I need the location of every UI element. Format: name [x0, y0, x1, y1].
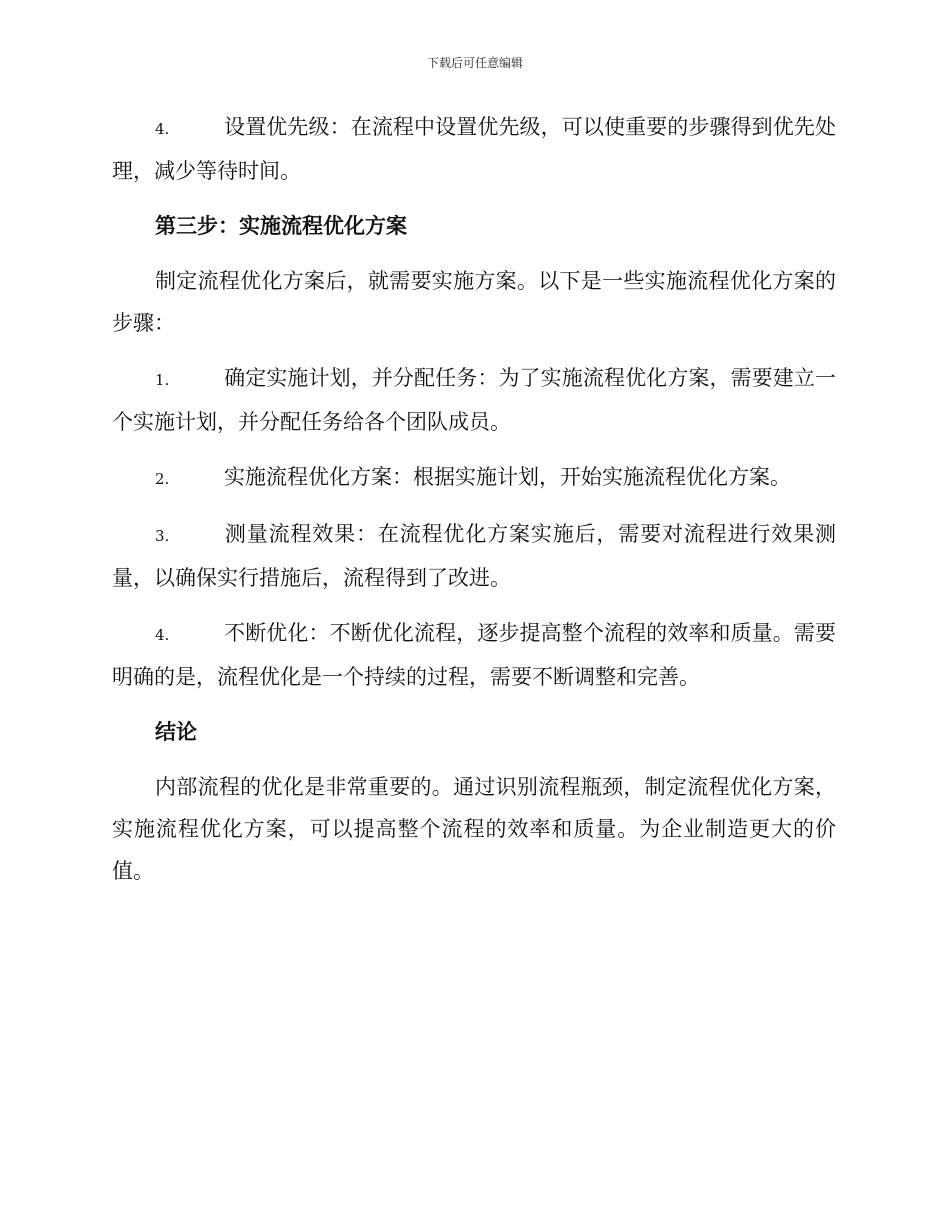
list-number: 3. — [155, 527, 170, 545]
document-body — [112, 106, 836, 905]
list-number: 1. — [155, 371, 170, 389]
list-item-text: 实施流程优化方案：根据实施计划，开始实施流程优化方案。 — [224, 465, 791, 489]
list-item-step3-1 — [112, 357, 836, 443]
section-heading-step3: 第三步：实施流程优化方案 — [155, 213, 407, 238]
section-heading-conclusion: 结论 — [155, 719, 197, 744]
paragraph-step3-intro: 制定流程优化方案后，就需要实施方案。以下是一些实施流程优化方案的步骤： — [112, 269, 836, 335]
list-item-step3-3 — [112, 513, 836, 599]
list-item-text: 设置优先级：在流程中设置优先级，可以使重要的步骤得到优先处理，减少等待时间。 — [112, 115, 836, 183]
list-item-step3-2 — [112, 456, 836, 500]
list-number: 4. — [155, 626, 170, 644]
list-item-text: 测量流程效果：在流程优化方案实施后，需要对流程进行效果测量，以确保实行措施后，流程得到了改进。 — [112, 522, 836, 590]
list-item-text: 不断优化：不断优化流程，逐步提高整个流程的效率和质量。需要明确的是，流程优化是一个持续的过程，需要不断调整和完善。 — [112, 621, 836, 689]
paragraph-conclusion: 内部流程的优化是非常重要的。通过识别流程瓶颈，制定流程优化方案，实施流程优化方案，可以提高整个流程的效率和质量。为企业制造更大的价值。 — [112, 775, 836, 883]
list-item-text: 确定实施计划，并分配任务：为了实施流程优化方案，需要建立一个实施计划，并分配任务给各个团队成员。 — [112, 366, 836, 434]
list-item-step2-4 — [112, 106, 836, 192]
list-item-step3-4 — [112, 612, 836, 698]
list-number: 4. — [155, 120, 170, 138]
page-header: 下载后可任意编辑 — [426, 56, 523, 70]
list-number: 2. — [155, 470, 170, 488]
